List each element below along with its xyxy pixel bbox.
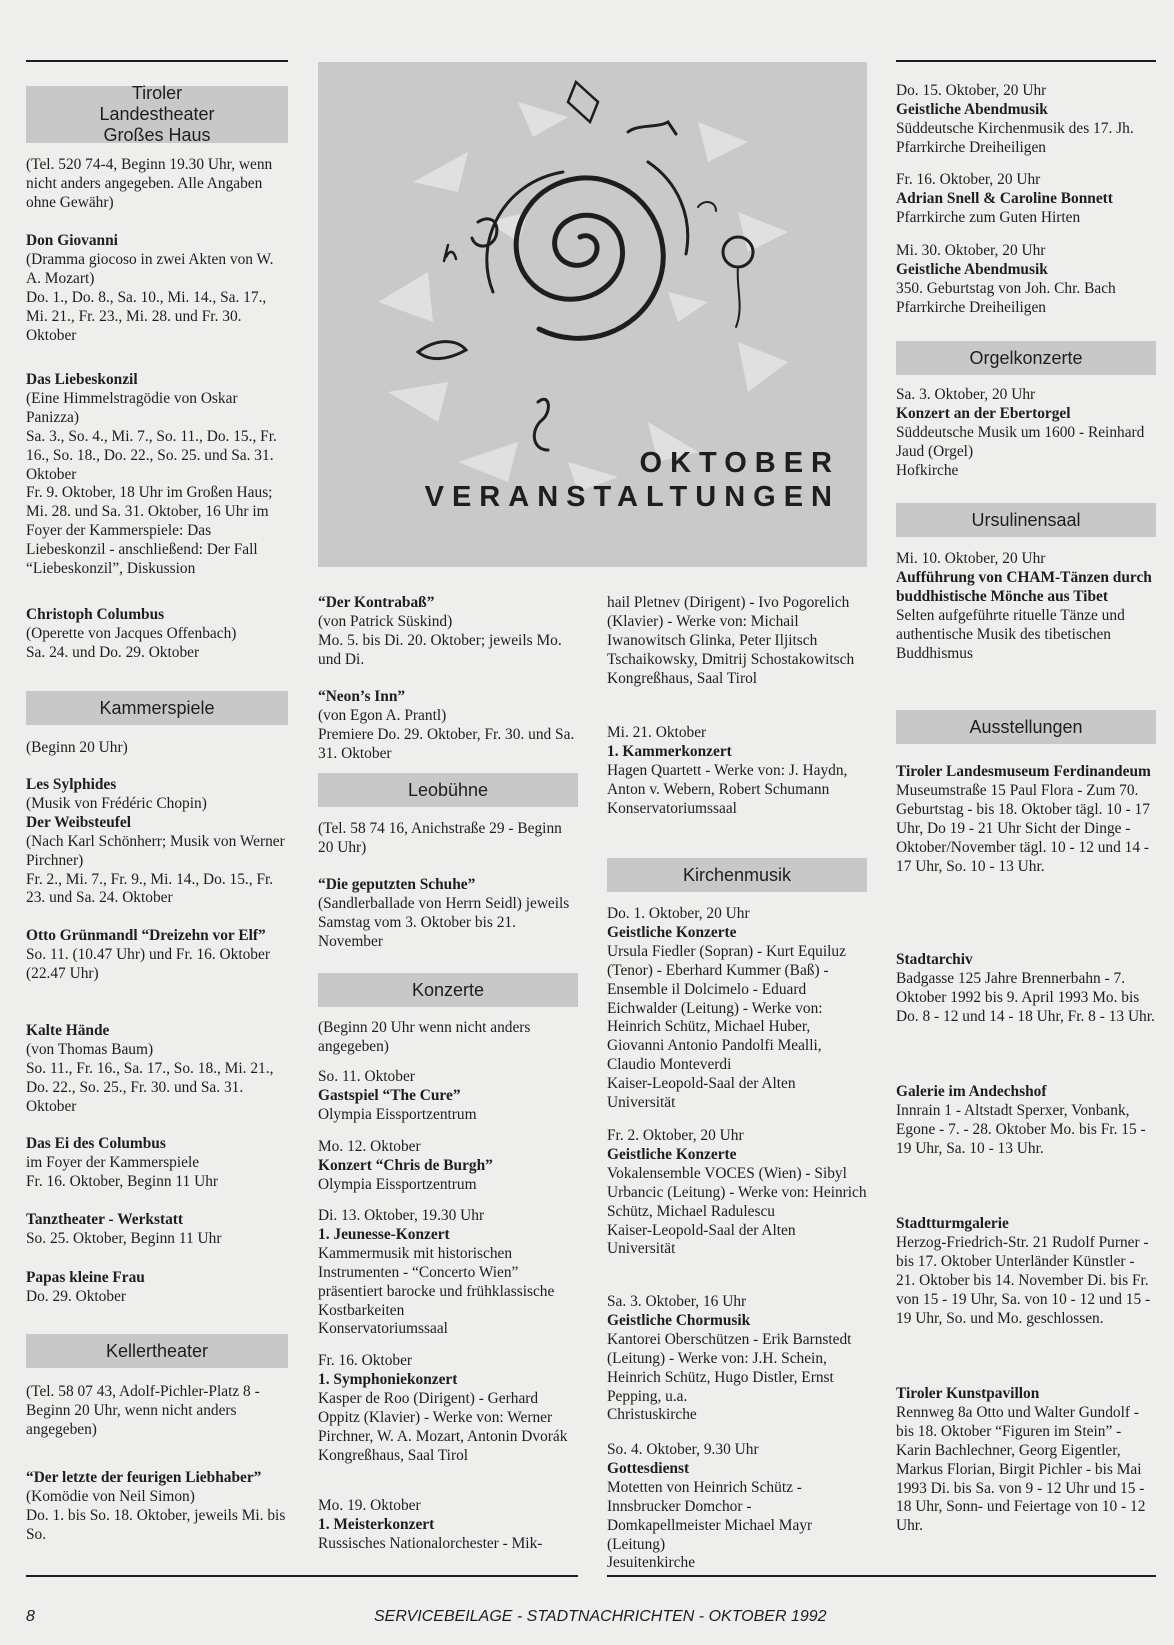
chris-de-burgh-block [318, 1138, 578, 1195]
event-subtitle: (von Patrick Süskind) [318, 612, 453, 630]
event-title: 1. Meisterkonzert [318, 1515, 435, 1533]
liebhaber-block [26, 1469, 288, 1545]
event-title: Das Ei des Columbus [26, 1135, 166, 1152]
event-place: Olympia Eissportzentrum [318, 1105, 477, 1123]
event-dates: Fr. 2., Mi. 7., Fr. 9., Mi. 14., Do. 15., Fr. 23. und Sa. 24. Oktober [26, 870, 274, 907]
top-rule-right [896, 60, 1156, 62]
event-title: “Der letzte der feurigen Liebhaber” [26, 1469, 262, 1486]
event-subtitle: (Musik von Frédéric Chopin) [26, 794, 207, 812]
event-desc: Badgasse 125 Jahre Brennerbahn - 7. Oktober 1992 bis 9. April 1993 Mo. bis Do. 8 - 12 und 14 - 18 Uhr, Fr. 8 - 13 Uhr. [896, 969, 1155, 1025]
event-dates: Sa. 3., So. 4., Mi. 7., So. 11., Do. 15., Fr. 16., So. 18., Do. 22., So. 25. und Sa. 31. Oktober [26, 427, 277, 483]
event-date: Fr. 2. Oktober, 20 Uhr [607, 1127, 744, 1144]
event-place: Konservatoriumssaal [318, 1320, 448, 1338]
don-giovanni-block [26, 232, 288, 345]
event-title: Geistliche Abendmusik [896, 260, 1048, 278]
stadtturmgalerie-block [896, 1215, 1156, 1328]
event-title: Tiroler Landesmuseum Ferdinandeum [896, 763, 1151, 780]
event-desc: Süddeutsche Kirchenmusik des 17. Jh. Pfarrkirche Dreiheiligen [896, 119, 1134, 156]
event-title: Geistliche Abendmusik [896, 100, 1048, 118]
event-title: Konzert an der Ebertorgel [896, 404, 1071, 422]
event-subtitle: (Dramma giocoso in zwei Akten von W. A. Mozart) [26, 250, 274, 287]
event-date: Mi. 21. Oktober [607, 724, 707, 741]
orgel-block [896, 386, 1156, 481]
event-date: Mi. 10. Oktober, 20 Uhr [896, 550, 1046, 567]
event-title: Tanztheater - Werkstatt [26, 1211, 184, 1228]
event-desc: Kasper de Roo (Dirigent) - Gerhard Oppitz (Klavier) - Werke von: Werner Pirchner, W. A. Mozart, Antonin Dvorák [318, 1389, 568, 1445]
event-title: Das Liebeskonzil [26, 371, 138, 388]
event-title: 1. Symphoniekonzert [318, 1370, 458, 1388]
event-place: Olympia Eissportzentrum [318, 1175, 477, 1193]
chormusik-block [607, 1293, 867, 1425]
gottesdienst-block [607, 1441, 867, 1573]
gruenmandl-block [26, 927, 288, 984]
event-place: Kaiser-Leopold-Saal der Alten Universität [607, 1221, 796, 1258]
event-subtitle: (Komödie von Neil Simon) [26, 1487, 195, 1505]
event-desc: Rennweg 8a Otto und Walter Gundolf - bis 18. Oktober “Figuren im Stein” - Karin Bachlechner, Georg Eigentler, Markus Florian, Birgit Pichler - bis Mai 1993 Di. bis Sa. von 9 - 12 Uhr und 15 - 18 Uhr, Sonn- und Feiertage von 10 - 12 Uhr. [896, 1403, 1146, 1535]
kammerspiele-info-block [26, 739, 288, 758]
event-date: So. 4. Oktober, 9.30 Uhr [607, 1441, 759, 1458]
event-place: Konservatoriumssaal [607, 799, 737, 817]
hero-title-line2: VERANSTALTUNGEN [424, 481, 840, 513]
event-desc: Ursula Fiedler (Sopran) - Kurt Equiluz (Tenor) - Eberhard Kummer (Baß) - Ensemble il Dolcimelo - Eduard Eichwalder (Leitung) - Werke von: Heinrich Schütz, Michael Huber, Giovanni Antonio Pandolfi Mealli, Claudio Monteverdi [607, 942, 846, 1074]
event-desc: 350. Geburtstag von Joh. Chr. Bach Pfarrkirche Dreiheiligen [896, 279, 1116, 316]
event-title: Stadtturmgalerie [896, 1215, 1009, 1232]
leobuehne-info: (Tel. 58 74 16, Anichstraße 29 - Beginn 20 Uhr) [318, 820, 562, 856]
header-landestheater: Tiroler Landestheater Großes Haus [26, 86, 288, 143]
event-desc: Kammermusik mit historischen Instrumenten - “Concerto Wien” präsentiert barocke und frühklassische Kostbarkeiten [318, 1244, 555, 1319]
event-desc: Russisches Nationalorchester - Mik- [318, 1534, 543, 1552]
header-ursulinensaal: Ursulinensaal [896, 503, 1156, 537]
landestheater-info: (Tel. 520 74-4, Beginn 19.30 Uhr, wenn nicht anders angegeben. Alle Angaben ohne Gewähr) [26, 156, 273, 211]
event-subtitle: (Nach Karl Schönherr; Musik von Werner Pirchner) [26, 832, 285, 869]
event-date: Mi. 30. Oktober, 20 Uhr [896, 242, 1046, 259]
header-kellertheater: Kellertheater [26, 1334, 288, 1368]
event-place: Kongreßhaus, Saal Tirol [318, 1446, 469, 1464]
symphonie-block [318, 1352, 578, 1465]
neons-inn-block [318, 688, 578, 764]
header-konzerte: Konzerte [318, 973, 578, 1007]
header-ausstellungen: Ausstellungen [896, 710, 1156, 744]
jeunesse-block [318, 1207, 578, 1339]
event-title: Don Giovanni [26, 232, 118, 249]
abendmusik-1-block [896, 82, 1156, 158]
event-place: Hofkirche [896, 461, 959, 479]
kontrabass-block [318, 594, 578, 670]
event-title: Geistliche Chormusik [607, 1311, 751, 1329]
event-title: Stadtarchiv [896, 951, 973, 968]
event-desc: hail Pletnev (Dirigent) - Ivo Pogorelich (Klavier) - Werke von: Michail Iwanowitsch Glinka, Peter Iljitsch Tschaikowsky, Dmitrij Schostakowitsch [607, 594, 855, 668]
event-date: Fr. 16. Oktober, 20 Uhr [896, 171, 1041, 188]
event-dates: So. 11. (10.47 Uhr) und Fr. 16. Oktober (22.47 Uhr) [26, 945, 270, 982]
event-place: Kongreßhaus, Saal Tirol [607, 669, 758, 687]
header-leobuehne: Leobühne [318, 773, 578, 807]
event-dates: Fr. 16. Oktober, Beginn 11 Uhr [26, 1172, 219, 1190]
event-title: Les Sylphides [26, 776, 117, 793]
event-title: 1. Jeunesse-Konzert [318, 1225, 450, 1243]
event-subtitle: (Sandlerballade von Herrn Seidl) jeweils Samstag vom 3. Oktober bis 21. November [318, 894, 570, 950]
event-place: Christuskirche [607, 1406, 697, 1424]
event-desc: Motetten von Heinrich Schütz - Innsbrucker Domchor - Domkapellmeister Michael Mayr (Leitung) [607, 1478, 813, 1553]
meister-cont-block [607, 594, 867, 689]
event-dates: So. 11., Fr. 16., Sa. 17., So. 18., Mi. 21., Do. 22., So. 25., Fr. 30. und Sa. 31. Oktober [26, 1059, 274, 1115]
event-dates: So. 25. Oktober, Beginn 11 Uhr [26, 1229, 222, 1247]
event-title: Otto Grünmandl “Dreizehn vor Elf” [26, 927, 266, 944]
ferdinandeum-block [896, 763, 1156, 876]
andechshof-block [896, 1083, 1156, 1159]
hero-illustration [318, 62, 867, 567]
top-rule-left [26, 60, 288, 62]
hero-title-line1: OKTOBER [639, 447, 840, 479]
tanztheater-block [26, 1211, 288, 1249]
event-title: “Der Kontrabaß” [318, 594, 435, 611]
landestheater-info-block [26, 156, 288, 213]
leobuehne-info-block [318, 820, 578, 858]
event-extra: Fr. 9. Oktober, 18 Uhr im Großen Haus; Mi. 28. und Sa. 31. Oktober, 16 Uhr im Foyer der Kammerspiele: Das Liebeskonzil - anschließend: Der Fall “Liebeskonzil”, Diskussion [26, 484, 273, 578]
abendmusik-2-block [896, 242, 1156, 318]
event-desc: Selten aufgeführte rituelle Tänze und authentische Musik des tibetischen Buddhismus [896, 606, 1125, 662]
kellertheater-info: (Tel. 58 07 43, Adolf-Pichler-Platz 8 - Beginn 20 Uhr, wenn nicht anders angegeben) [26, 1383, 260, 1438]
schuhe-block [318, 876, 578, 952]
geistliche-konzerte-1-block [607, 905, 867, 1113]
event-title: Papas kleine Frau [26, 1269, 145, 1286]
header-kirchenmusik: Kirchenmusik [607, 858, 867, 892]
ei-columbus-block [26, 1135, 288, 1192]
cure-block [318, 1068, 578, 1125]
konzerte-info: (Beginn 20 Uhr wenn nicht anders angegeben) [318, 1019, 531, 1055]
event-place: Kaiser-Leopold-Saal der Alten Universität [607, 1075, 796, 1112]
cham-block [896, 550, 1156, 663]
event-place: Jesuitenkirche [607, 1554, 696, 1572]
kammerkonzert-block [607, 724, 867, 819]
papas-block [26, 1269, 288, 1307]
event-title: Geistliche Konzerte [607, 923, 737, 941]
event-date: So. 11. Oktober [318, 1068, 415, 1085]
event-date: Do. 15. Oktober, 20 Uhr [896, 82, 1047, 99]
sylphides-block [26, 776, 288, 908]
event-title: 1. Kammerkonzert [607, 742, 732, 760]
stadtarchiv-block [896, 951, 1156, 1027]
kunstpavillon-block [896, 1385, 1156, 1536]
event-title: “Neon’s Inn” [318, 688, 406, 705]
konzerte-info-block [318, 1019, 578, 1057]
event-dates: Mo. 5. bis Di. 20. Oktober; jeweils Mo. und Di. [318, 631, 562, 668]
event-dates: Do. 29. Oktober [26, 1287, 127, 1305]
event-title: Galerie im Andechshof [896, 1083, 1047, 1100]
event-place: Pfarrkirche zum Guten Hirten [896, 208, 1081, 226]
event-desc: Vokalensemble VOCES (Wien) - Sibyl Urbancic (Leitung) - Werke von: Heinrich Schütz, Michael Radulescu [607, 1164, 867, 1220]
kammerspiele-info: (Beginn 20 Uhr) [26, 739, 128, 756]
event-date: Sa. 3. Oktober, 16 Uhr [607, 1293, 747, 1310]
bottom-rule-right [607, 1575, 1156, 1577]
event-subtitle: (von Thomas Baum) [26, 1040, 154, 1058]
event-desc: Hagen Quartett - Werke von: J. Haydn, Anton v. Webern, Robert Schumann [607, 761, 848, 798]
event-desc: Museumstraße 15 Paul Flora - Zum 70. Geburtstag - bis 18. Oktober tägl. 10 - 17 Uhr, Do 19 - 21 Uhr Sicht der Dinge - Oktober/November tägl. 10 - 12 und 14 - 17 Uhr, So. 10 - 13 Uhr. [896, 781, 1150, 875]
snell-block [896, 171, 1156, 228]
event-desc: Innrain 1 - Altstadt Sperxer, Vonbank, Egone - 7. - 28. Oktober Mo. bis Fr. 15 - 19 Uhr, Sa. 10 - 13 Uhr. [896, 1101, 1146, 1157]
kellertheater-info-block [26, 1383, 288, 1440]
event-title: Geistliche Konzerte [607, 1145, 737, 1163]
event-subtitle: (Operette von Jacques Offenbach) [26, 624, 237, 642]
event-dates: Do. 1., Do. 8., Sa. 10., Mi. 14., Sa. 17., Mi. 21., Fr. 23., Mi. 28. und Fr. 30. Oktober [26, 288, 267, 344]
page-number: 8 [26, 1608, 35, 1625]
event-subtitle: im Foyer der Kammerspiele [26, 1153, 200, 1171]
event-title: Aufführung von CHAM-Tänzen durch buddhistische Mönche aus Tibet [896, 568, 1152, 605]
event-date: Mo. 12. Oktober [318, 1138, 421, 1155]
event-title: Kalte Hände [26, 1022, 110, 1039]
event-title: Gastspiel “The Cure” [318, 1086, 461, 1104]
event-desc: Kantorei Oberschützen - Erik Barnstedt (Leitung) - Werke von: J.H. Schein, Heinrich Schütz, Hugo Distler, Ernst Pepping, u.a. [607, 1330, 852, 1405]
event-desc: Süddeutsche Musik um 1600 - Reinhard Jaud (Orgel) [896, 423, 1145, 460]
liebeskonzil-block [26, 371, 288, 579]
event-date: Mo. 19. Oktober [318, 1497, 421, 1514]
kalte-haende-block [26, 1022, 288, 1117]
event-subtitle: (von Egon A. Prantl) [318, 706, 447, 724]
event-date: Fr. 16. Oktober [318, 1352, 413, 1369]
event-title: Tiroler Kunstpavillon [896, 1385, 1040, 1402]
event-title: Gottesdienst [607, 1459, 690, 1477]
event-title: “Die geputzten Schuhe” [318, 876, 476, 893]
meister-block [318, 1497, 578, 1554]
columbus-block [26, 606, 288, 663]
event-dates: Premiere Do. 29. Oktober, Fr. 30. und Sa. 31. Oktober [318, 725, 575, 762]
event-title: Konzert “Chris de Burgh” [318, 1156, 493, 1174]
event-desc: Herzog-Friedrich-Str. 21 Rudolf Purner - bis 17. Oktober Unterländer Künstler - 21. Oktober bis 14. November Di. bis Fr. von 15 - 19 Uhr, Sa. von 10 - 12 und 15 - 19 Uhr, So. und Mo. geschlossen. [896, 1233, 1151, 1327]
event-date: Do. 1. Oktober, 20 Uhr [607, 905, 750, 922]
header-orgelkonzerte: Orgelkonzerte [896, 341, 1156, 375]
event-date: Di. 13. Oktober, 19.30 Uhr [318, 1207, 485, 1224]
event-dates: Do. 1. bis So. 18. Oktober, jeweils Mi. bis So. [26, 1506, 286, 1543]
event-title: Der Weibsteufel [26, 813, 132, 831]
event-title: Adrian Snell & Caroline Bonnett [896, 189, 1113, 207]
event-title: Christoph Columbus [26, 606, 165, 623]
event-subtitle: (Eine Himmelstragödie von Oskar Panizza) [26, 389, 238, 426]
bottom-rule-left [26, 1575, 578, 1577]
header-kammerspiele: Kammerspiele [26, 691, 288, 725]
event-dates: Sa. 24. und Do. 29. Oktober [26, 643, 200, 661]
footer-text: SERVICEBEILAGE - STADTNACHRICHTEN - OKTOBER 1992 [374, 1608, 827, 1625]
geistliche-konzerte-2-block [607, 1127, 867, 1259]
event-date: Sa. 3. Oktober, 20 Uhr [896, 386, 1036, 403]
